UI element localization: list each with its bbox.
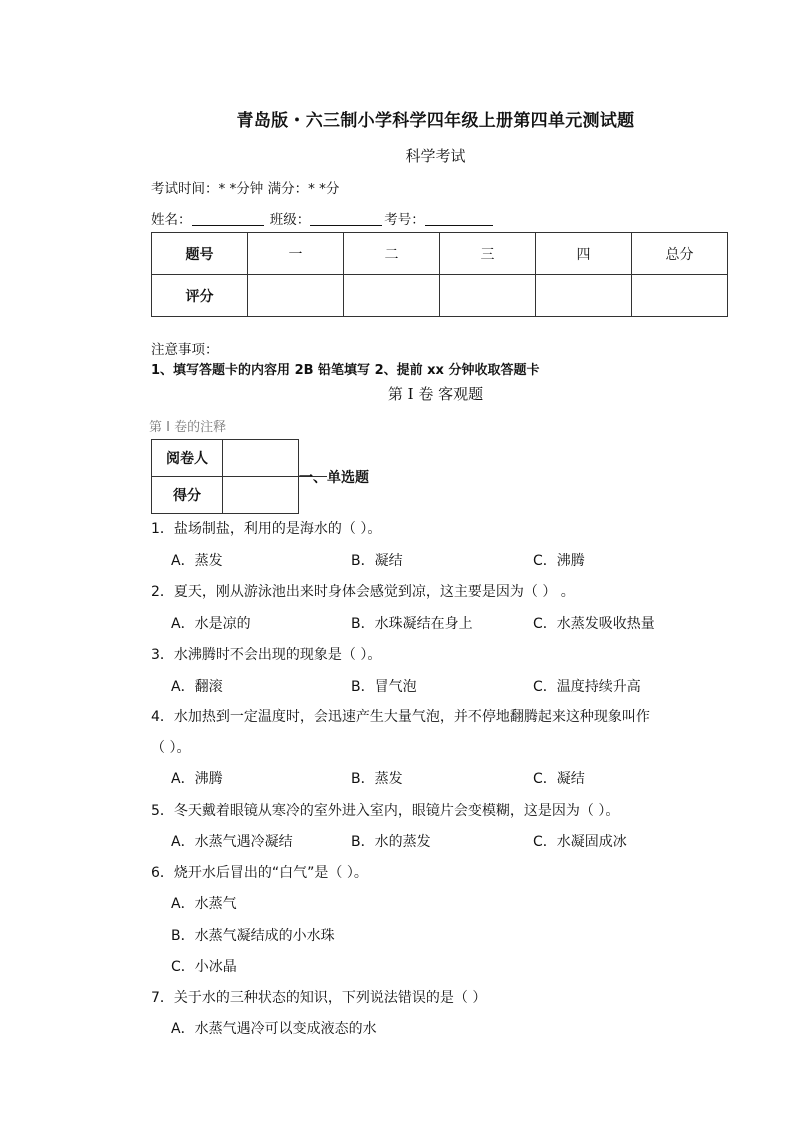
q4-option-a: A．沸腾 xyxy=(171,771,223,787)
q7-option-a: A．水蒸气遇冷可以变成液态的水 xyxy=(171,1021,377,1037)
q1-option-b: B．凝结 xyxy=(351,553,403,569)
q4-option-c: C．凝结 xyxy=(533,771,585,787)
q2-option-b: B．水珠凝结在身上 xyxy=(351,616,473,632)
page-title: 青岛版・六三制小学科学四年级上册第四单元测试题 xyxy=(236,111,635,131)
q6-option-b: B．水蒸气凝结成的小水珠 xyxy=(171,928,335,944)
section-note: 第 I 卷的注释 xyxy=(149,420,227,435)
q5-option-b: B．水的蒸发 xyxy=(351,834,431,850)
score-cell xyxy=(440,275,536,317)
section-title: 第 I 卷 客观题 xyxy=(387,385,484,403)
q3-option-c: C．温度持续升高 xyxy=(533,679,641,695)
class-blank xyxy=(310,211,382,226)
q3-option-b: B．冒气泡 xyxy=(351,679,417,695)
page-subtitle: 科学考试 xyxy=(405,147,466,165)
student-info-line xyxy=(151,208,495,228)
question-2: 2．夏天，刚从游泳池出来时身体会感觉到凉，这主要是因为（ ） 。 xyxy=(151,584,575,600)
q6-option-c: C．小冰晶 xyxy=(171,959,237,975)
question-4-cont: （ ）。 xyxy=(151,740,191,756)
score-cell xyxy=(248,275,344,317)
score-table-row xyxy=(152,275,728,317)
q2-option-a: A．水是凉的 xyxy=(171,616,251,632)
q1-option-c: C．沸腾 xyxy=(533,553,585,569)
exam-time-line: 考试时间：* *分钟 满分：* *分 xyxy=(151,181,340,197)
question-7: 7．关于水的三种状态的知识，下列说法错误的是（ ） xyxy=(151,990,487,1006)
score-header-cell: 四 xyxy=(536,233,632,275)
score-header-cell: 一 xyxy=(248,233,344,275)
score-cell xyxy=(632,275,728,317)
question-3: 3．水沸腾时不会出现的现象是（ ）。 xyxy=(151,647,382,663)
q5-option-a: A．水蒸气遇冷凝结 xyxy=(171,834,293,850)
q5-option-c: C．水凝固成冰 xyxy=(533,834,627,850)
q4-option-b: B．蒸发 xyxy=(351,771,403,787)
class-label: 班级： xyxy=(269,212,311,228)
score-cell xyxy=(344,275,440,317)
q6-option-a: A．水蒸气 xyxy=(171,896,237,912)
reviewer-cell xyxy=(223,440,299,477)
q2-option-c: C．水蒸发吸收热量 xyxy=(533,616,655,632)
question-6: 6．烧开水后冒出的“白气”是（ ）。 xyxy=(151,865,368,881)
score-table xyxy=(151,232,728,317)
q1-option-a: A．蒸发 xyxy=(171,553,223,569)
score-header-cell: 三 xyxy=(440,233,536,275)
notes-body: 1、填写答题卡的内容用 2B 铅笔填写 2、提前 xx 分钟收取答题卡 xyxy=(151,363,540,378)
grader-table xyxy=(151,439,299,514)
name-label: 姓名： xyxy=(151,212,192,228)
q3-option-a: A．翻滚 xyxy=(171,679,223,695)
question-4: 4．水加热到一定温度时，会迅速产生大量气泡，并不停地翻腾起来这种现象叫作 xyxy=(151,709,650,725)
score-header-cell: 二 xyxy=(344,233,440,275)
grader-score-cell xyxy=(223,477,299,514)
grader-score-label: 得分 xyxy=(152,477,223,514)
score-table-header-row xyxy=(152,233,728,275)
part-one-title: 一、单选题 xyxy=(299,470,369,486)
name-blank xyxy=(192,211,264,226)
score-header-cell: 总分 xyxy=(632,233,728,275)
question-1: 1．盐场制盐，利用的是海水的（ ）。 xyxy=(151,521,382,537)
question-5: 5．冬天戴着眼镜从寒冷的室外进入室内，眼镜片会变模糊，这是因为（ ）。 xyxy=(151,803,620,819)
score-cell xyxy=(536,275,632,317)
number-label: 考号： xyxy=(384,212,425,228)
notes-title: 注意事项： xyxy=(151,342,219,358)
reviewer-label: 阅卷人 xyxy=(152,440,223,477)
score-row-label: 评分 xyxy=(152,275,248,317)
number-blank xyxy=(425,211,493,226)
score-header-cell: 题号 xyxy=(152,233,248,275)
